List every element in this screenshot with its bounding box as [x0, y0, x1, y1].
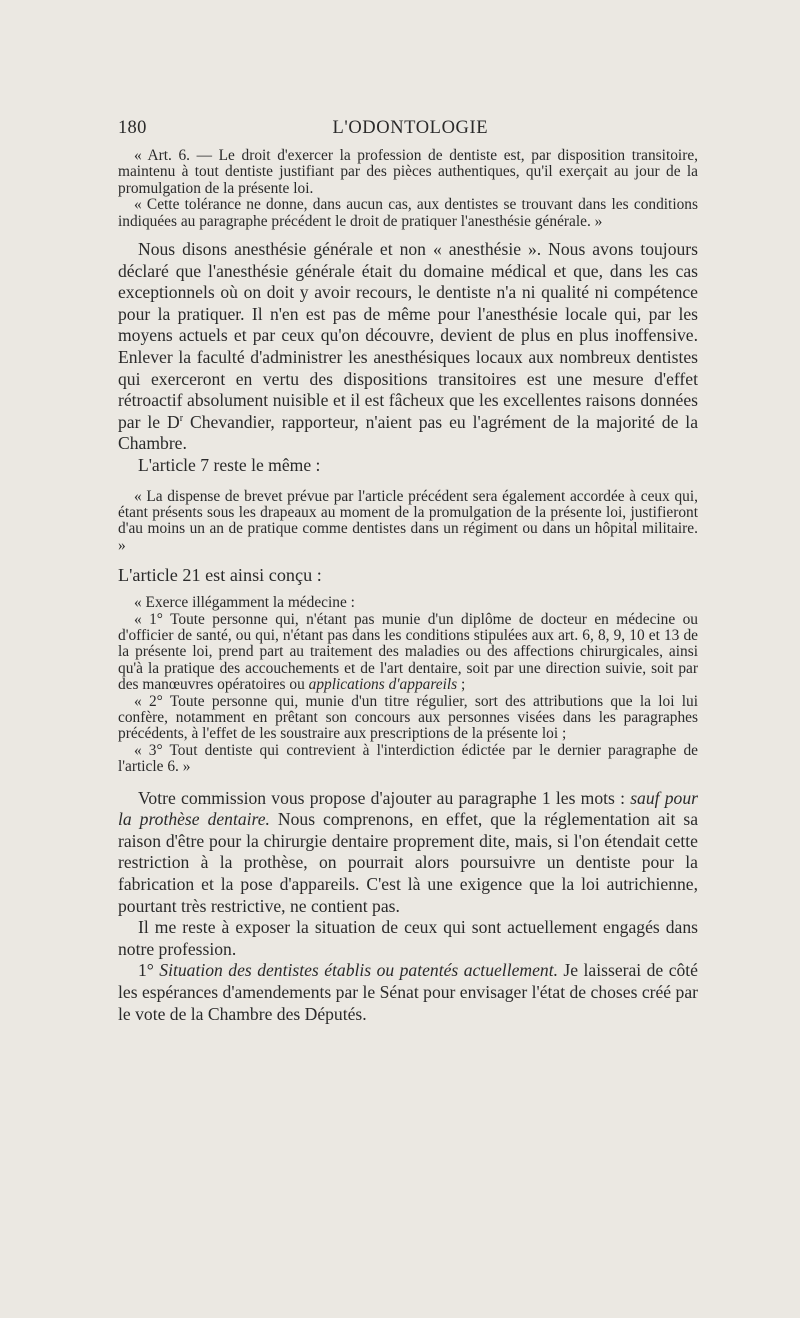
quote-item-3: « 3° Tout dentiste qui contrevient à l'interdiction édictée par le dernier paragraphe de l'article 6. » — [118, 741, 698, 776]
running-title: L'ODONTOLOGIE — [332, 118, 489, 138]
page-number: 180 — [118, 118, 147, 138]
running-head — [118, 118, 698, 144]
quote-item-1 — [118, 612, 698, 694]
paragraph-article-7: L'article 7 reste le même : — [138, 454, 321, 475]
quote-dispense: « La dispense de brevet prévue par l'article précédent sera également accordée à ceux qui, étant présents sous les drapeaux au moment de la promulgation de la présente loi, justifieront d'au moins un an de pratique comme dentistes dans un régiment ou dans un hôpital militaire. » — [118, 487, 698, 554]
paragraph-article-21: L'article 21 est ainsi conçu : — [118, 565, 322, 586]
quote-item-2: « 2° Toute personne qui, munie d'un titre régulier, sort des attributions que la loi lui confère, notamment en prêtant son concours aux personnes visées dans les paragraphes précédents, à l'effet de les soustraire aux prescriptions de la présente loi ; — [118, 692, 698, 743]
quote-tolerance: « Cette tolérance ne donne, dans aucun cas, aux dentistes se trouvant dans les conditions indiquées au paragraphe précédent le droit de pratiquer l'anesthésie générale. » — [118, 196, 698, 230]
paragraph-commission-text-b: Nous comprenons, en effet, que la réglementation ait sa raison d'être pour la chirurgie dentaire proprement dite, mais, si l'on étendait cette restriction à la prothèse, on pourrait alors poursuivre un dentiste pour la fabrication et la pose d'appareils. C'est là une exigence que la loi autrichienne, pourtant très restrictive, ne contient pas. — [118, 809, 698, 916]
paragraph-situation-1-text-a: 1° — [138, 960, 160, 981]
paragraph-situation-1 — [118, 960, 698, 1025]
paragraph-commission-text-a: Votre commission vous propose d'ajouter au paragraphe 1 les mots : — [138, 787, 631, 808]
document-page — [118, 118, 698, 1198]
quote-item-1-text-b: ; — [457, 676, 466, 694]
quote-exerce: « Exerce illégamment la médecine : — [134, 594, 355, 612]
paragraph-anesthesie — [118, 239, 698, 455]
paragraph-situation: Il me reste à exposer la situation de ceux qui sont actuellement engagés dans notre profession. — [118, 917, 698, 959]
paragraph-commission — [118, 788, 698, 918]
paragraph-anesthesie-text-b: Chevandier, rapporteur, n'aient pas eu l'agrément de la majorité de la Chambre. — [118, 411, 698, 454]
paragraph-situation-1-italic: Situation des dentistes établis ou patentés actuellement. — [159, 960, 558, 981]
paragraph-commission-italic: sauf pour la prothèse dentaire. — [118, 787, 698, 830]
quote-item-1-text-a: « 1° Toute personne qui, n'étant pas munie d'un diplôme de docteur en médecine ou d'officier de santé, ou qui, n'étant pas dans les conditions stipulées aux art. 6, 8, 9, 10 et 13 de la présente loi, prend part au traitement des maladies ou des affections chirurgicales, ainsi qu'à la pratique des accouchements et de l'art dentaire, soit par une direction suivie, soit par des manœuvres opératoires ou — [118, 610, 698, 694]
paragraph-anesthesie-text-a: Nous disons anesthésie générale et non « anesthésie ». Nous avons toujours déclaré que l'anesthésie générale était du domaine médical et que, dans les cas exceptionnels où on doit y avoir recours, le dentiste n'a ni qualité ni compétence pour la pratiquer. Il n'en est pas de même pour l'anesthésie locale qui, par les moyens actuels et par ceux qu'on découvre, devient de plus en plus inoffensive. Enlever la faculté d'administrer les anesthésiques locaux aux nombreux dentistes qui exerceront en vertu des dispositions transitoires est une mesure d'effet rétroactif absolument nuisible et il est fâcheux que les excellentes raisons données par le D — [118, 239, 698, 432]
doctor-superscript: r — [179, 412, 184, 424]
paragraph-situation-1-text-b: Je laisserai de côté les espérances d'amendements par le Sénat pour envisager l'état de choses créé par le vote de la Chambre des Députés. — [118, 960, 698, 1024]
quote-item-1-italic: applications d'appareils — [308, 676, 458, 694]
quote-article-6: « Art. 6. — Le droit d'exercer la profession de dentiste est, par disposition transitoire, maintenu à tout dentiste justifiant par des pièces authentiques, qu'il exerçait au jour de la promulgation de la présente loi. — [118, 147, 698, 197]
